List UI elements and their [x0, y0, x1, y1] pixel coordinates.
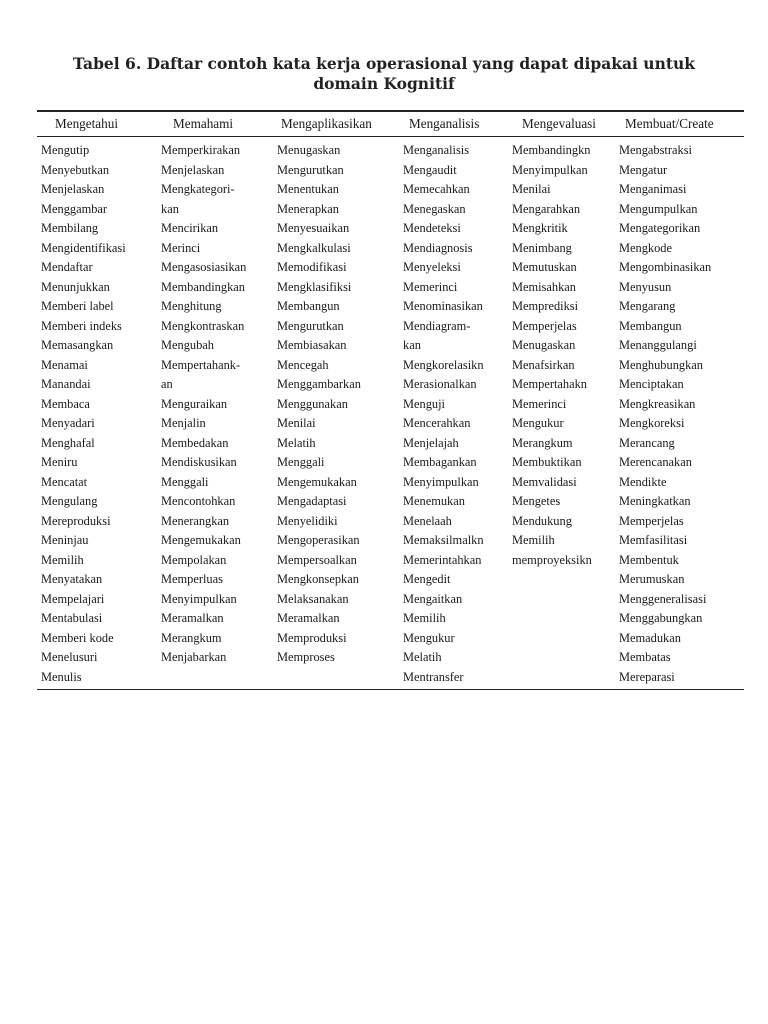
table-cell: Membandingkn	[512, 143, 591, 157]
table-cell: Melatih	[403, 650, 442, 664]
table-cell: Mengidentifikasi	[41, 240, 126, 255]
table-cell: Menerapkan	[277, 201, 339, 216]
table-cell: Membagankan	[403, 455, 477, 469]
table-cell: Mengkalkulasi	[277, 240, 351, 255]
table-cell: Menimbang	[512, 240, 572, 255]
table-cell: Menjalin	[161, 416, 206, 430]
table-row	[37, 434, 744, 454]
table-row	[37, 512, 744, 532]
table-cell: an	[161, 377, 173, 391]
table-cell: Mengetes	[512, 494, 561, 508]
table-cell: Menjelaskan	[161, 162, 225, 177]
table-cell: Mendiskusikan	[161, 455, 237, 469]
table-cell: Membangun	[277, 299, 340, 313]
table-cell: Membedakan	[161, 435, 229, 450]
table-cell: Memfasilitasi	[619, 533, 688, 547]
table-row	[37, 219, 744, 239]
table-row	[37, 531, 744, 551]
table-cell: Memberi label	[41, 299, 114, 313]
table-cell: Mengategorikan	[619, 221, 701, 235]
table-cell: Manandai	[41, 377, 91, 391]
table-cell: Mengkontraskan	[161, 318, 245, 333]
table-row	[37, 239, 744, 259]
table-row	[37, 551, 744, 571]
table-cell: Membangun	[619, 318, 682, 333]
table-cell: Menganalisis	[403, 143, 470, 157]
table-cell: kan	[403, 338, 421, 352]
table-cell: Meramalkan	[161, 611, 224, 625]
table-cell: Memecahkan	[403, 182, 470, 196]
table-cell: Menugaskan	[277, 143, 341, 157]
table-cell: Meramalkan	[277, 611, 340, 625]
table-row	[37, 648, 744, 668]
table-cell: Memproses	[277, 650, 335, 664]
table-cell: Mengarahkan	[512, 201, 581, 216]
table-row	[37, 180, 744, 200]
table-cell	[508, 648, 615, 668]
table-row	[37, 453, 744, 473]
table-cell: kan	[161, 201, 179, 216]
table-cell	[508, 570, 615, 590]
table-cell: Menunjukkan	[41, 279, 110, 294]
table-cell	[157, 668, 273, 690]
table-cell: Memperkirakan	[161, 143, 241, 157]
table-row	[37, 200, 744, 220]
table-cell: Mengklasifiksi	[277, 279, 352, 294]
table-cell: Meningkatkan	[619, 494, 691, 508]
column-header: Membuat/Create	[615, 111, 744, 137]
table-cell: Menamai	[41, 357, 88, 372]
table-cell: Menghitung	[161, 299, 222, 313]
column-header: Mengaplikasikan	[273, 111, 399, 137]
table-cell: Mengarang	[619, 299, 676, 313]
table-cell: Mencirikan	[161, 221, 219, 235]
table-cell: Menjabarkan	[161, 650, 227, 664]
table-cell: Mendukung	[512, 513, 572, 528]
table-row	[37, 492, 744, 512]
table-cell: Menyusun	[619, 279, 672, 294]
table-cell: Mengkode	[619, 240, 672, 255]
table-cell: Mengatur	[619, 162, 668, 177]
table-cell	[508, 590, 615, 610]
table-cell: Menyimpulkan	[403, 474, 479, 489]
table-row	[37, 668, 744, 690]
table-row	[37, 375, 744, 395]
table-cell: Memodifikasi	[277, 260, 347, 274]
table-cell: Memilih	[512, 533, 555, 547]
table-row	[37, 297, 744, 317]
table-cell: Menyadari	[41, 416, 95, 430]
table-cell: Mengkategori-	[161, 182, 235, 196]
table-cell: Melaksanakan	[277, 591, 349, 606]
table-cell: Mempertahank-	[161, 357, 241, 372]
table-cell: Menanggulangi	[619, 338, 697, 352]
table-cell: Mengurutkan	[277, 162, 344, 177]
table-cell	[273, 668, 399, 690]
table-cell: Mencontohkan	[161, 494, 236, 508]
table-row	[37, 258, 744, 278]
table-cell: Menafsirkan	[512, 357, 575, 372]
table-cell: Mengurutkan	[277, 318, 344, 333]
table-cell: Mencatat	[41, 474, 88, 489]
table-cell: Menggambar	[41, 201, 108, 216]
table-cell: Mempertahakn	[512, 377, 588, 391]
table-cell: Menjelajah	[403, 435, 459, 450]
table-caption-line-2: domain Kognitif	[313, 74, 455, 93]
table-cell: Mengombinasikan	[619, 260, 712, 274]
cognitive-verbs-table	[37, 110, 744, 690]
table-cell: Menelaah	[403, 513, 452, 528]
table-cell	[508, 629, 615, 649]
table-row	[37, 570, 744, 590]
table-cell: Mengubah	[161, 338, 214, 352]
table-cell	[508, 668, 615, 690]
table-cell: Menilai	[512, 182, 551, 196]
table-row	[37, 317, 744, 337]
table-cell: Mengemukakan	[161, 533, 241, 547]
table-cell: Menentukan	[277, 182, 339, 196]
table-cell: Menilai	[277, 416, 316, 430]
table-cell: Menyelidiki	[277, 513, 338, 528]
table-cell: Memperluas	[161, 572, 223, 586]
table-cell: Memperjelas	[512, 318, 577, 333]
table-cell: memproyeksikn	[512, 552, 592, 567]
column-header: Memahami	[157, 111, 273, 137]
table-row	[37, 336, 744, 356]
table-cell: Menggali	[277, 455, 325, 469]
table-cell: Memaksilmalkn	[403, 533, 484, 547]
table-cell: Mengukur	[512, 416, 564, 430]
table-cell: Merencanakan	[619, 455, 692, 469]
table-cell: Menyeleksi	[403, 260, 461, 274]
table-cell: Menyimpulkan	[161, 591, 237, 606]
table-cell: Mengaudit	[403, 162, 457, 177]
table-cell: Mendikte	[619, 474, 667, 489]
table-cell: Mengasosiasikan	[161, 260, 247, 274]
table-cell: Menyesuaikan	[277, 221, 350, 235]
table-cell: Menciptakan	[619, 377, 684, 391]
table-cell: Meninjau	[41, 533, 89, 547]
table-row	[37, 473, 744, 493]
table-row	[37, 395, 744, 415]
table-cell: Merumuskan	[619, 572, 685, 586]
table-cell: Mengukur	[403, 630, 455, 645]
table-cell: Menyatakan	[41, 572, 103, 586]
table-row	[37, 137, 744, 161]
table-cell: Mempolakan	[161, 552, 227, 567]
table-cell: Mengabstraksi	[619, 143, 692, 157]
table-cell: Menominasikan	[403, 299, 483, 313]
table-cell: Membuktikan	[512, 455, 582, 469]
table-caption	[0, 54, 768, 94]
table-cell: Menemukan	[403, 494, 465, 508]
table-cell: Membatas	[619, 650, 671, 664]
table-cell: Mengutip	[41, 143, 90, 157]
table-cell: Menggeneralisasi	[619, 591, 707, 606]
table-cell: Mempelajari	[41, 591, 105, 606]
table-cell: Membiasakan	[277, 338, 347, 352]
table-cell: Mereproduksi	[41, 513, 111, 528]
table-cell: Merinci	[161, 240, 201, 255]
table-body	[37, 137, 744, 690]
table-cell: Menggambarkan	[277, 377, 361, 391]
column-header: Mengetahui	[37, 111, 157, 137]
table-cell: Menjelaskan	[41, 182, 105, 196]
column-header: Menganalisis	[399, 111, 508, 137]
table-cell: Memadukan	[619, 630, 681, 645]
table-cell: Memutuskan	[512, 260, 577, 274]
table-cell: Mengkorelasikn	[403, 357, 484, 372]
table-cell: Menerangkan	[161, 513, 230, 528]
table-cell: Meniru	[41, 455, 78, 469]
table-row	[37, 161, 744, 181]
table-cell: Memerintahkan	[403, 552, 482, 567]
table-cell: Mengkritik	[512, 221, 568, 235]
table-cell: Mendeteksi	[403, 221, 461, 235]
table-cell: Menelusuri	[41, 650, 98, 664]
table-cell	[508, 609, 615, 629]
table-cell: Menguji	[403, 396, 445, 411]
table-row	[37, 414, 744, 434]
table-cell: Mengedit	[403, 572, 451, 586]
table-cell: Menulis	[37, 668, 157, 690]
table-cell: Mengkreasikan	[619, 396, 696, 411]
table-cell: Mengkoreksi	[619, 416, 685, 430]
table-cell: Mengaitkan	[403, 591, 463, 606]
table-cell: Menguraikan	[161, 396, 228, 411]
table-cell: Menyebutkan	[41, 162, 110, 177]
table-cell: Menugaskan	[512, 338, 576, 352]
table-row	[37, 278, 744, 298]
table-cell: Memberi indeks	[41, 318, 122, 333]
table-cell: Melatih	[277, 435, 316, 450]
table-cell: Memvalidasi	[512, 474, 577, 489]
table-cell: Mempersoalkan	[277, 552, 357, 567]
table-row	[37, 609, 744, 629]
table-cell: Merancang	[619, 435, 675, 450]
table-cell: Mencegah	[277, 357, 329, 372]
table-cell: Mendiagram-	[403, 318, 471, 333]
table-cell: Mengulang	[41, 494, 98, 508]
table-cell: Merangkum	[512, 435, 573, 450]
table-cell: Mendiagnosis	[403, 240, 473, 255]
table-cell: Mereparasi	[615, 668, 744, 690]
table-cell: Memberi kode	[41, 630, 114, 645]
column-header: Mengevaluasi	[508, 111, 615, 137]
table-cell: Merangkum	[161, 630, 222, 645]
table-cell: Menggunakan	[277, 396, 348, 411]
table-cell: Menghubungkan	[619, 357, 703, 372]
table-cell: Membaca	[41, 396, 90, 411]
table-cell: Mengoperasikan	[277, 533, 360, 547]
table-cell: Memerinci	[512, 396, 567, 411]
table-header-row	[37, 111, 744, 137]
table-cell: Membentuk	[619, 552, 679, 567]
table-cell: Menggabungkan	[619, 611, 703, 625]
table-cell: Memprediksi	[512, 299, 579, 313]
table-cell: Mentransfer	[399, 668, 508, 690]
table-cell: Memilih	[403, 611, 446, 625]
table-cell: Membandingkan	[161, 279, 245, 294]
table-cell: Memperjelas	[619, 513, 684, 528]
table-cell: Memilih	[41, 552, 84, 567]
table-row	[37, 356, 744, 376]
table-caption-line-1: Tabel 6. Daftar contoh kata kerja operasional yang dapat dipakai untuk	[72, 54, 696, 73]
table-cell: Merasionalkan	[403, 377, 477, 391]
table-cell: Memproduksi	[277, 630, 347, 645]
table-cell: Menghafal	[41, 435, 95, 450]
table-cell: Mengumpulkan	[619, 201, 698, 216]
table-cell: Mengemukakan	[277, 474, 357, 489]
table-cell: Memasangkan	[41, 338, 114, 352]
table-cell: Membilang	[41, 221, 99, 235]
table-cell: Menegaskan	[403, 201, 466, 216]
table-cell: Mentabulasi	[41, 611, 103, 625]
table-cell: Mengadaptasi	[277, 494, 347, 508]
table-cell: Memisahkan	[512, 279, 577, 294]
table-cell: Menyimpulkan	[512, 162, 588, 177]
table-row	[37, 629, 744, 649]
table-row	[37, 590, 744, 610]
table-cell: Mengkonsepkan	[277, 572, 359, 586]
table-cell: Memerinci	[403, 279, 458, 294]
table-cell: Menganimasi	[619, 182, 687, 196]
table-cell: Mencerahkan	[403, 416, 471, 430]
table-cell: Mendaftar	[41, 260, 93, 274]
table-cell: Menggali	[161, 474, 209, 489]
